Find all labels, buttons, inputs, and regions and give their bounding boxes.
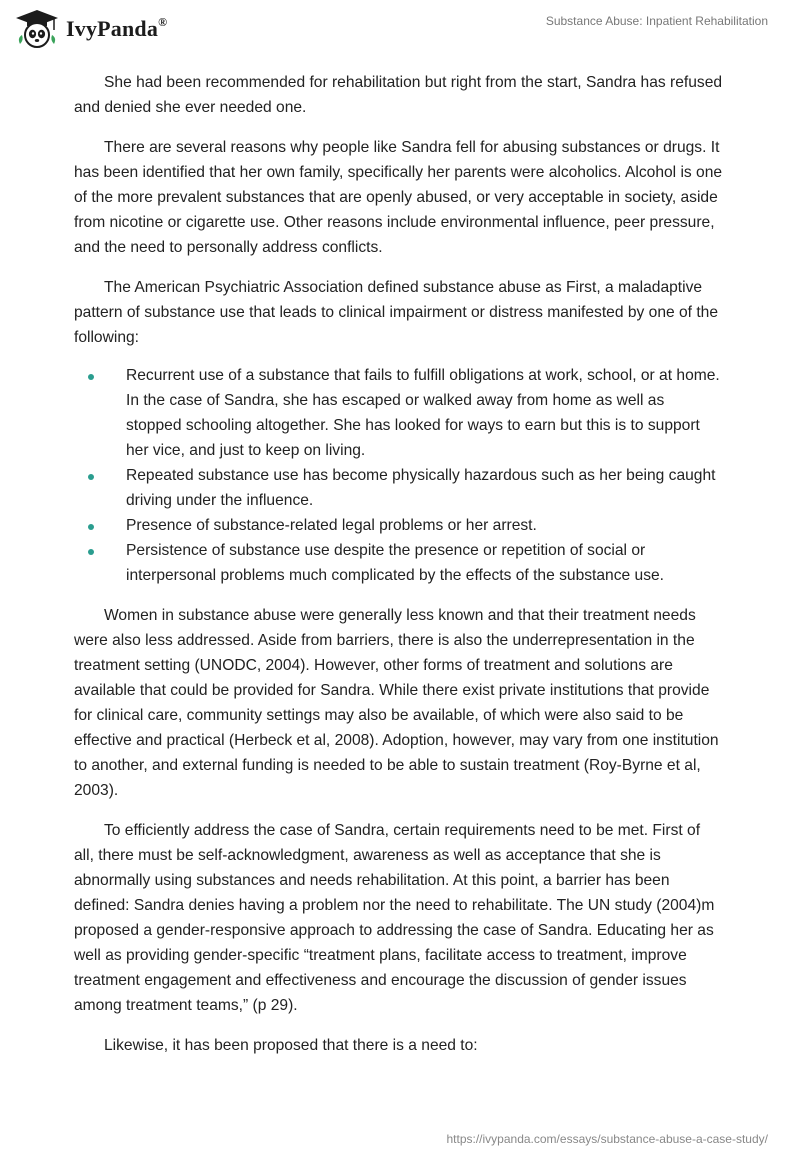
paragraph: There are several reasons why people like Sandra fell for abusing substances or drugs. It has been identified that her own family, specifically her parents were alcoholics. Alcohol is one of the more prevalent substances that are openly abused, or very acceptable in society, aside from nicotine or cigarette use. Other reasons include environmental influence, peer pressure, and the need to personally address conflicts. (74, 139, 723, 256)
list-item: Persistence of substance use despite the presence or repetition of social or interpersonal problems much complicated by the effects of the substance use. (74, 538, 724, 588)
bullet-dot-icon (88, 474, 94, 480)
essay-body (74, 70, 724, 1073)
paragraph: Likewise, it has been proposed that there is a need to: (104, 1037, 478, 1054)
panda-graduate-icon (14, 8, 60, 50)
source-url-link[interactable]: https://ivypanda.com/essays/substance-abuse-a-case-study/ (446, 1132, 768, 1146)
page-header (0, 0, 800, 60)
document-title: Substance Abuse: Inpatient Rehabilitation (545, 14, 768, 28)
bullet-dot-icon (88, 549, 94, 555)
list-item: Recurrent use of a substance that fails to fulfill obligations at work, school, or at home. In the case of Sandra, she has escaped or walked away from home as well as stopped schooling altogether. She has looked for ways to earn but this is to support her vice, and just to keep on living. (74, 363, 724, 463)
paragraph: Women in substance abuse were generally less known and that their treatment needs were also less addressed. Aside from barriers, there is also the underrepresentation in the treatment setting (UNODC, 2004). However, other forms of treatment and solutions are available that could be provided for Sandra. While there exist private institutions that provide for clinical care, community settings may also be available, of which were also said to be effective and practical (Herbeck et al, 2008). Adoption, however, may vary from one institution to another, and external funding is needed to be able to sustain treatment (Roy-Byrne et al, 2003). (74, 607, 719, 799)
paragraph: To efficiently address the case of Sandra, certain requirements need to be met. First of all, there must be self-acknowledgment, awareness as well as acceptance that she is abnormally using substances and needs rehabilitation. At this point, a barrier has been defined: Sandra denies having a problem nor the need to rehabilitate. The UN study (2004)m proposed a gender-responsive approach to addressing the case of Sandra. Educating her as well as providing gender-specific “treatment plans, facilitate access to treatment, improve treatment engagement and effectiveness and encourage the discussion of gender issues among treatment teams,” (p 29). (74, 822, 715, 1014)
criteria-list (74, 363, 724, 588)
ivypanda-logo[interactable] (14, 8, 167, 50)
paragraph: The American Psychiatric Association defined substance abuse as First, a maladaptive pattern of substance use that leads to clinical impairment or distress manifested by one of the following: (74, 279, 719, 346)
list-item: Repeated substance use has become physically hazardous such as her being caught driving under the influence. (74, 463, 724, 513)
bullet-dot-icon (88, 374, 94, 380)
brand-name: IvyPanda® (66, 14, 168, 41)
list-item: Presence of substance-related legal problems or her arrest. (74, 513, 724, 538)
paragraph: She had been recommended for rehabilitation but right from the start, Sandra has refused and denied she ever needed one. (74, 74, 723, 116)
bullet-dot-icon (88, 524, 94, 530)
